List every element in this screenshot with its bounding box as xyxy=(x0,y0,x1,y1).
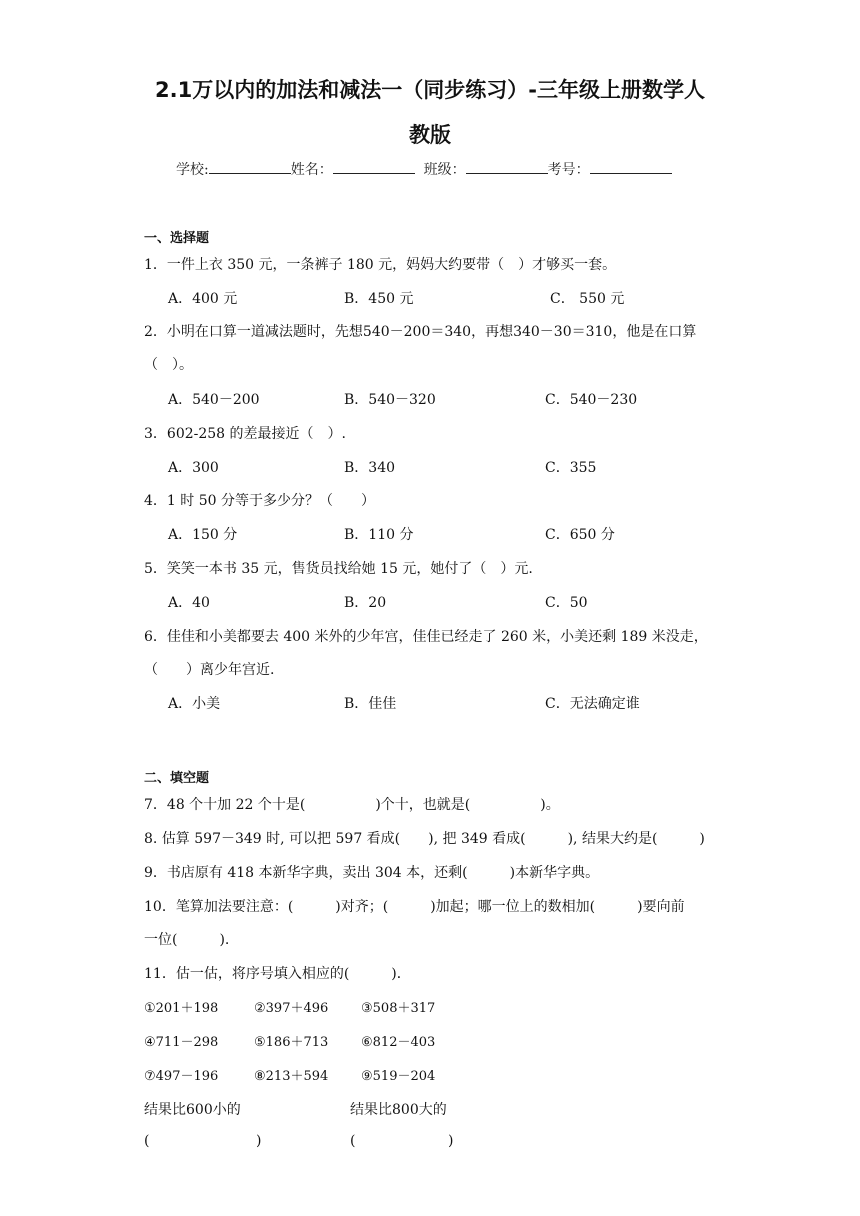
page-title: 2.1万以内的加法和减法一（同步练习）-三年级上册数学人 xyxy=(155,78,705,102)
question-2: 2．小明在口算一道减法题时，先想540－200＝340，再想340－30＝310，他是在口算 xyxy=(144,324,697,340)
q11-label-less-than-600: 结果比600小的 xyxy=(144,1102,241,1118)
q11-item: ⑤186＋713 xyxy=(254,1035,329,1050)
q2-option-b[interactable]: B．540－320 xyxy=(344,392,436,408)
q11-label-greater-than-800: 结果比800大的 xyxy=(350,1102,447,1118)
q3-option-b[interactable]: B．340 xyxy=(344,460,396,476)
school-label: 学校: xyxy=(176,162,209,178)
q6-option-b[interactable]: B．佳佳 xyxy=(344,696,397,712)
q1-option-c[interactable]: C． 550 元 xyxy=(550,291,625,307)
q11-item: ④711－298 xyxy=(144,1035,219,1050)
question-1: 1．一件上衣 350 元，一条裤子 180 元，妈妈大约要带（ ）才够买一套。 xyxy=(144,257,617,273)
q5-option-b[interactable]: B．20 xyxy=(344,595,387,611)
q11-item: ⑨519－204 xyxy=(361,1069,436,1084)
question-11: 11．估一估，将序号填入相应的( )． xyxy=(144,966,411,982)
question-9: 9．书店原有 418 本新华字典，卖出 304 本，还剩( )本新华字典。 xyxy=(144,865,600,881)
question-4: 4．1 时 50 分等于多少分？（ ） xyxy=(144,493,375,509)
class-label: 班级： xyxy=(423,162,466,178)
school-blank[interactable] xyxy=(209,159,291,174)
question-10: 10．笔算加法要注意：( )对齐；( )加起；哪一位上的数相加( )要向前 xyxy=(144,899,685,915)
q1-option-a[interactable]: A．400 元 xyxy=(168,291,238,307)
question-3: 3．602-258 的差最接近（ ）. xyxy=(144,426,346,442)
q6-option-c[interactable]: C．无法确定谁 xyxy=(545,696,640,712)
student-info-line xyxy=(176,159,672,179)
q11-answer-paren-close[interactable]: ) xyxy=(256,1133,262,1149)
q6-option-a[interactable]: A．小美 xyxy=(168,696,221,712)
q11-item: ①201＋198 xyxy=(144,1001,219,1016)
q11-answer-paren-open[interactable]: ( xyxy=(144,1133,150,1149)
q11-answer-paren-close[interactable]: ) xyxy=(448,1133,454,1149)
q2-option-a[interactable]: A．540－200 xyxy=(168,392,260,408)
q4-option-b[interactable]: B．110 分 xyxy=(344,527,414,543)
q3-option-c[interactable]: C．355 xyxy=(545,460,597,476)
q11-item: ⑥812－403 xyxy=(361,1035,436,1050)
name-label: 姓名： xyxy=(290,162,333,178)
q11-item: ③508＋317 xyxy=(361,1001,436,1016)
section-heading-fill: 二、填空题 xyxy=(144,771,210,786)
q3-option-a[interactable]: A．300 xyxy=(168,460,219,476)
q11-item: ⑧213＋594 xyxy=(254,1069,329,1084)
question-6: 6．佳佳和小美都要去 400 米外的少年宫，佳佳已经走了 260 米，小美还剩 189 米没走， xyxy=(144,629,708,645)
q1-option-b[interactable]: B．450 元 xyxy=(344,291,414,307)
question-6-continued: （ ）离少年宫近. xyxy=(144,662,275,678)
q11-item: ②397＋496 xyxy=(254,1001,329,1016)
q2-option-c[interactable]: C．540－230 xyxy=(545,392,638,408)
q5-option-c[interactable]: C．50 xyxy=(545,595,588,611)
q11-answer-paren-open[interactable]: ( xyxy=(350,1133,356,1149)
question-2-continued: （ ）。 xyxy=(144,357,193,373)
question-5: 5．笑笑一本书 35 元，售货员找给她 15 元，她付了（ ）元. xyxy=(144,561,533,577)
name-blank[interactable] xyxy=(333,159,415,174)
exam-no-label: 考号： xyxy=(547,162,590,178)
q5-option-a[interactable]: A．40 xyxy=(168,595,210,611)
question-8: 8. 估算 597－349 时, 可以把 597 看成( ), 把 349 看成( ), 结果大约是( ) xyxy=(144,831,705,847)
q11-item: ⑦497－196 xyxy=(144,1069,219,1084)
question-10-continued: 一位( ). xyxy=(144,932,230,948)
exam-no-blank[interactable] xyxy=(590,159,672,174)
q4-option-a[interactable]: A．150 分 xyxy=(168,527,238,543)
q4-option-c[interactable]: C．650 分 xyxy=(545,527,615,543)
section-heading-choice: 一、选择题 xyxy=(144,231,210,246)
class-blank[interactable] xyxy=(466,159,548,174)
page-title-continued: 教版 xyxy=(409,123,451,147)
question-7: 7．48 个十加 22 个十是( )个十，也就是( )。 xyxy=(144,797,560,813)
